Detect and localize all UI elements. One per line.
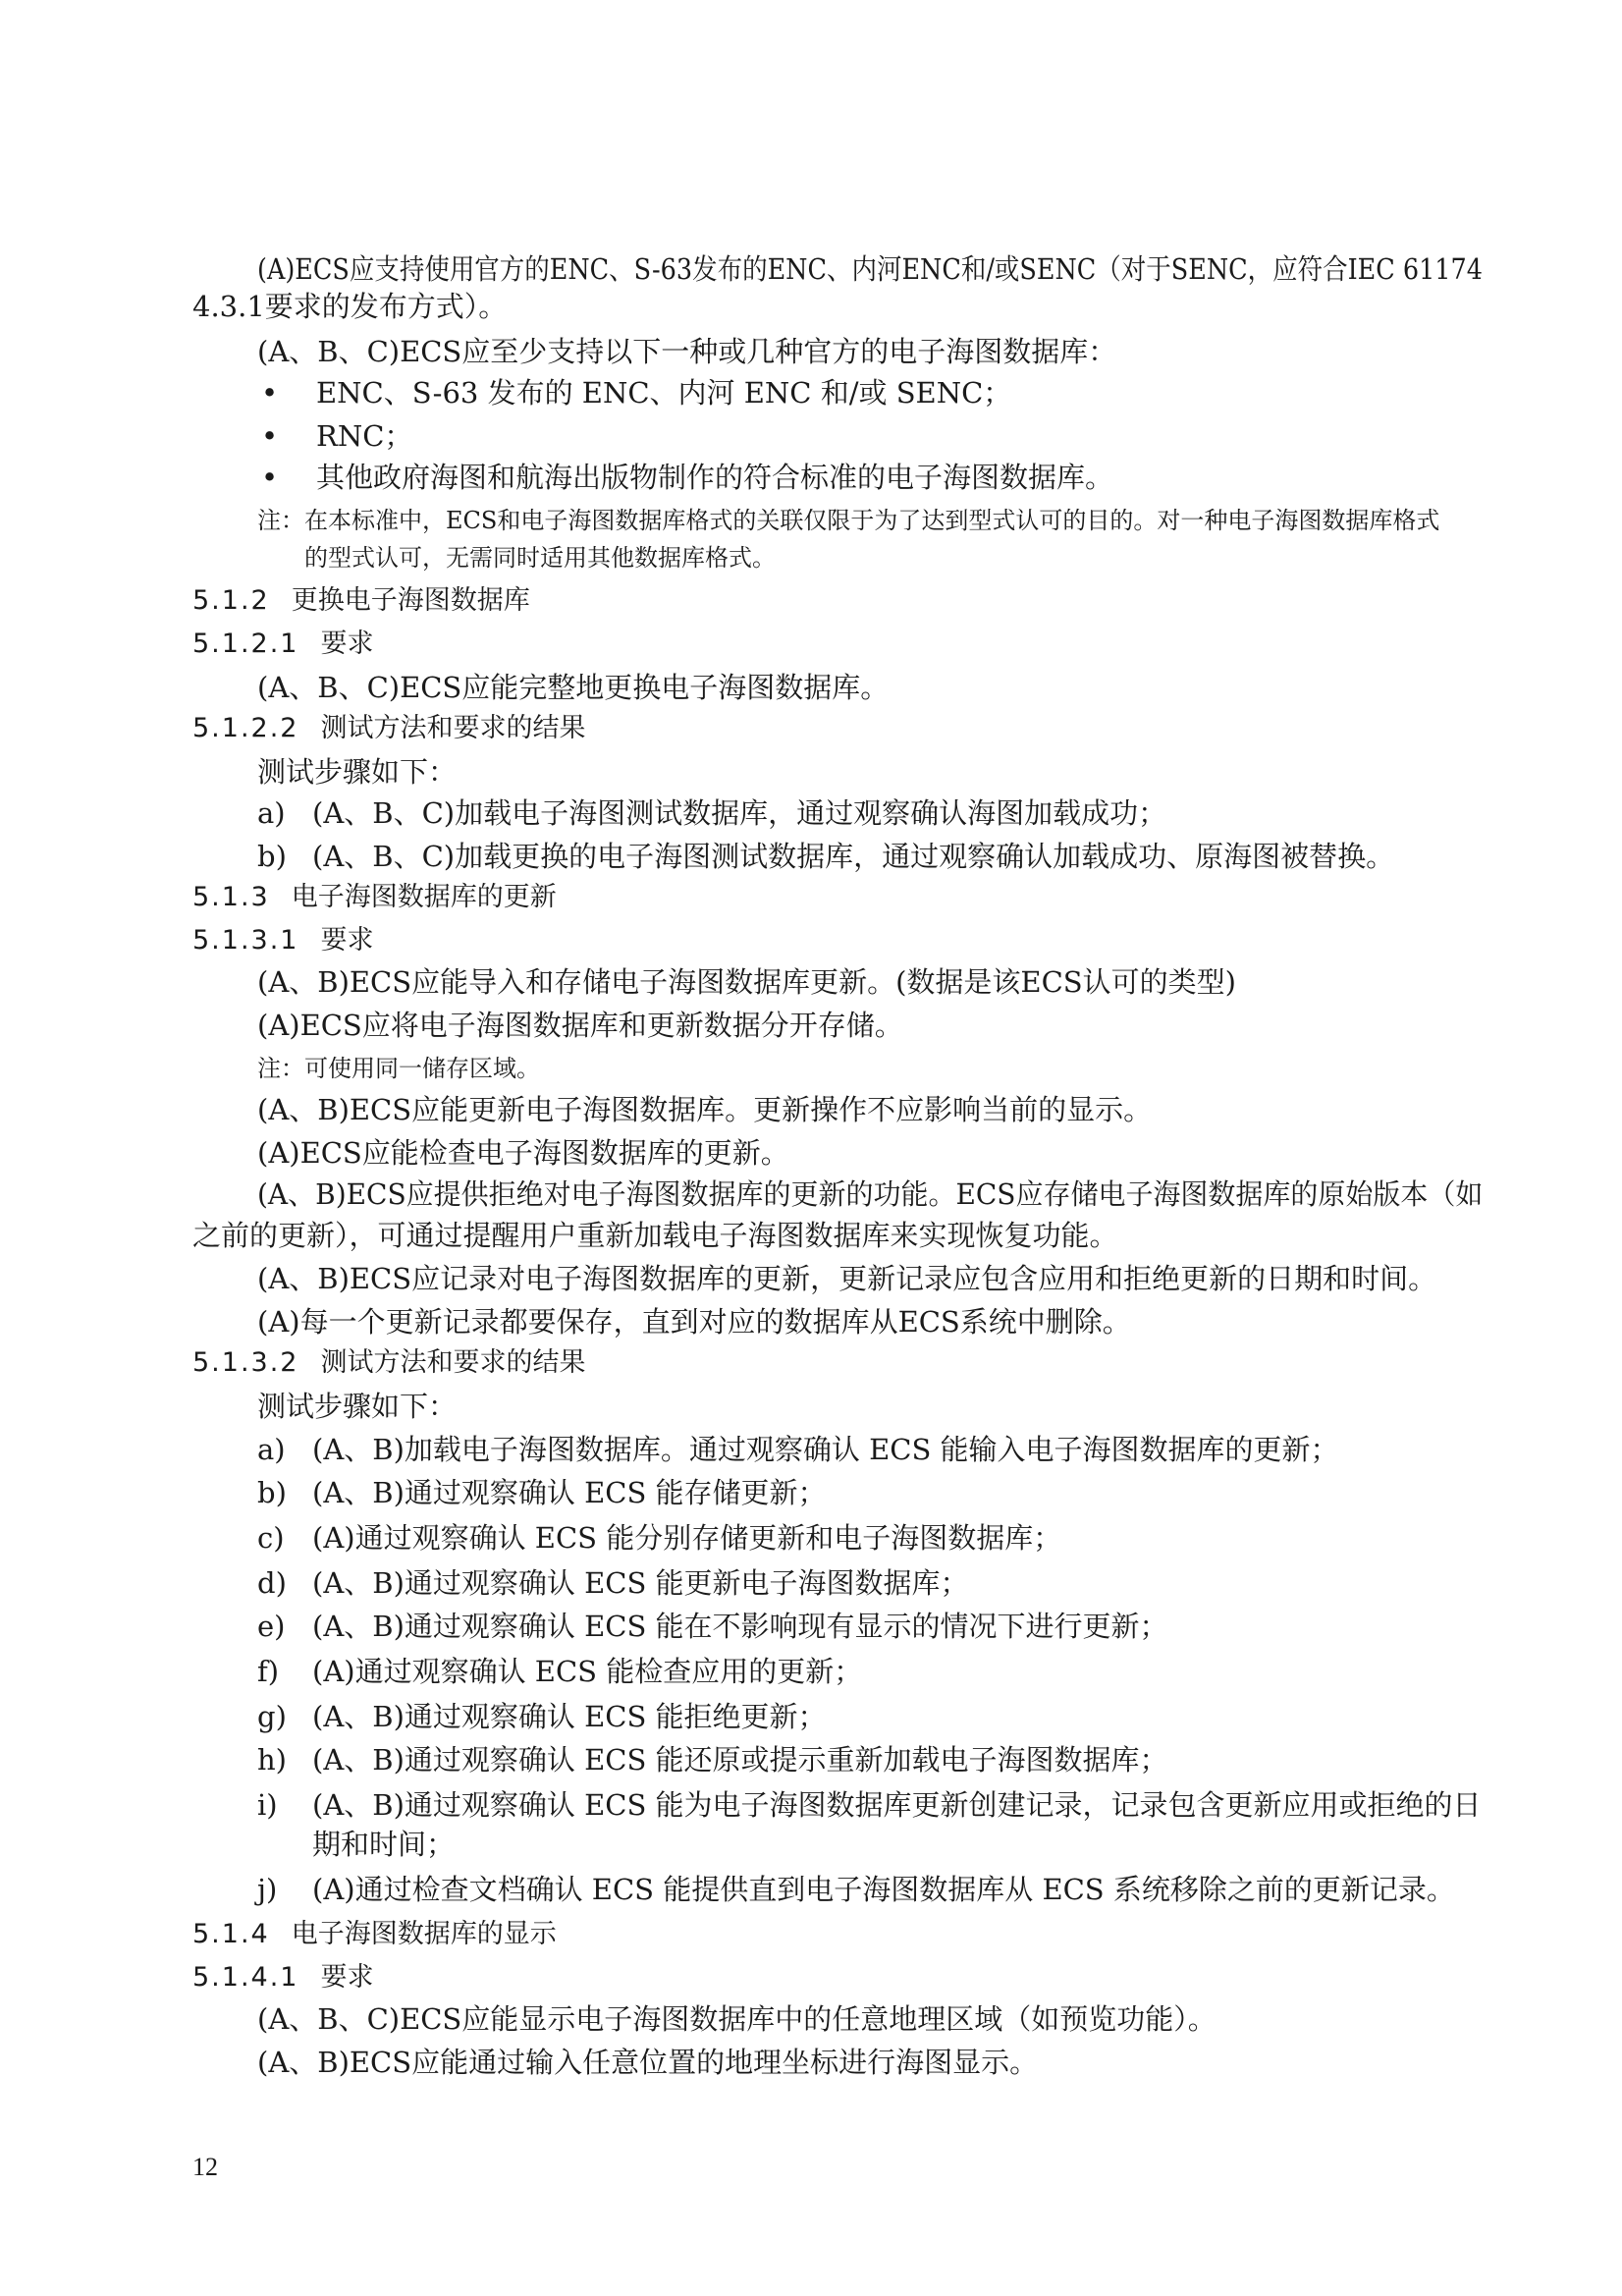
section-heading: 5.1.3.2 测试方法和要求的结果 [192, 1347, 586, 1378]
list-label: g) [257, 1700, 287, 1733]
paragraph-line: 之前的更新），可通过提醒用户重新加载电子海图数据库来实现恢复功能。 [192, 1219, 1118, 1252]
bullet-marker: • [261, 419, 279, 453]
paragraph-line: (A、B、C)ECS应能显示电子海图数据库中的任意地理区域（如预览功能）。 [257, 2002, 1216, 2036]
paragraph-line: 测试步骤如下： [257, 755, 458, 789]
paragraph-line: 4.3.1要求的发布方式）。 [192, 290, 508, 323]
bullet-item: • ENC、S-63 发布的 ENC、内河 ENC 和/或 SENC； [261, 373, 1011, 412]
list-item: f) (A)通过观察确认 ECS 能检查应用的更新； [257, 1652, 862, 1691]
paragraph-line: (A、B)ECS应能更新电子海图数据库。更新操作不应影响当前的显示。 [257, 1093, 1153, 1126]
section-heading: 5.1.4 电子海图数据库的显示 [192, 1919, 557, 1949]
list-item: a) (A、B)加载电子海图数据库。通过观察确认 ECS 能输入电子海图数据库的更新； [257, 1430, 1339, 1469]
list-label: j) [257, 1873, 278, 1906]
list-label: e) [257, 1610, 286, 1643]
bullet-marker: • [261, 376, 279, 410]
list-label: c) [257, 1521, 285, 1555]
list-label: a) [257, 1433, 286, 1466]
paragraph-line: (A、B、C)ECS应能完整地更换电子海图数据库。 [257, 671, 890, 704]
paragraph-line: (A、B、C)ECS应至少支持以下一种或几种官方的电子海图数据库： [257, 335, 1117, 368]
list-label: b) [257, 1476, 287, 1509]
note-line: 的型式认可，无需同时适用其他数据库格式。 [304, 544, 776, 572]
list-item: c) (A)通过观察确认 ECS 能分别存储更新和电子海图数据库； [257, 1518, 1061, 1558]
note-label: 注： [257, 1055, 304, 1082]
list-item: e) (A、B)通过观察确认 ECS 能在不影响现有显示的情况下进行更新； [257, 1607, 1168, 1646]
list-item: g) (A、B)通过观察确认 ECS 能拒绝更新； [257, 1697, 827, 1736]
bullet-item: • RNC； [261, 416, 412, 456]
section-heading: 5.1.2.2 测试方法和要求的结果 [192, 713, 586, 743]
paragraph-line: (A、B)ECS应提供拒绝对电子海图数据库的更新的功能。ECS应存储电子海图数据库的原始版本（如 [257, 1177, 1484, 1211]
section-heading: 5.1.3 电子海图数据库的更新 [192, 882, 557, 912]
paragraph-line: 测试步骤如下： [257, 1390, 458, 1423]
paragraph-line: (A)ECS应将电子海图数据库和更新数据分开存储。 [257, 1009, 903, 1042]
paragraph-line: (A)每一个更新记录都要保存，直到对应的数据库从ECS系统中删除。 [257, 1305, 1131, 1339]
bullet-marker: • [261, 461, 279, 494]
section-heading: 5.1.3.1 要求 [192, 925, 374, 956]
page-number: 12 [192, 2153, 218, 2181]
paragraph-line: (A、B)ECS应记录对电子海图数据库的更新，更新记录应包含应用和拒绝更新的日期和时间。 [257, 1262, 1437, 1295]
paragraph-line: (A)ECS应能检查电子海图数据库的更新。 [257, 1136, 789, 1170]
list-item-continuation: 期和时间； [312, 1828, 456, 1861]
list-label: a) [257, 796, 286, 830]
note-label: 注： [257, 507, 304, 534]
paragraph-line: (A、B)ECS应能通过输入任意位置的地理坐标进行海图显示。 [257, 2046, 1039, 2079]
section-heading: 5.1.2.1 要求 [192, 629, 374, 659]
list-item: b) (A、B)通过观察确认 ECS 能存储更新； [257, 1473, 827, 1512]
list-item: a) (A、B、C)加载电子海图测试数据库，通过观察确认海图加载成功； [257, 793, 1166, 833]
section-heading: 5.1.2 更换电子海图数据库 [192, 585, 530, 616]
list-label: i) [257, 1788, 278, 1822]
list-label: f) [257, 1655, 280, 1688]
note-line: 注：在本标准中，ECS和电子海图数据库格式的关联仅限于为了达到型式认可的目的。对一种电子海图数据库格式 [257, 501, 1439, 540]
list-item: j) (A)通过检查文档确认 ECS 能提供直到电子海图数据库从 ECS 系统移除之前的更新记录。 [257, 1870, 1455, 1909]
note-line: 注：可使用同一储存区域。 [257, 1049, 540, 1088]
list-item: d) (A、B)通过观察确认 ECS 能更新电子海图数据库； [257, 1563, 969, 1603]
paragraph-line: (A)ECS应支持使用官方的ENC、S-63发布的ENC、内河ENC和/或SENC（对于SENC，应符合IEC 61174 [257, 252, 1483, 286]
list-item: h) (A、B)通过观察确认 ECS 能还原或提示重新加载电子海图数据库； [257, 1740, 1168, 1779]
bullet-item: • 其他政府海图和航海出版物制作的符合标准的电子海图数据库。 [261, 458, 1113, 497]
paragraph-line: (A、B)ECS应能导入和存储电子海图数据库更新。(数据是该ECS认可的类型) [257, 965, 1236, 999]
list-label: h) [257, 1743, 287, 1777]
section-heading: 5.1.4.1 要求 [192, 1962, 374, 1993]
list-item: i) (A、B)通过观察确认 ECS 能为电子海图数据库更新创建记录，记录包含更新应用或拒绝的日 [257, 1785, 1482, 1825]
list-label: d) [257, 1566, 287, 1600]
list-item: b) (A、B、C)加载更换的电子海图测试数据库，通过观察确认加载成功、原海图被替换。 [257, 837, 1394, 876]
list-label: b) [257, 840, 287, 873]
